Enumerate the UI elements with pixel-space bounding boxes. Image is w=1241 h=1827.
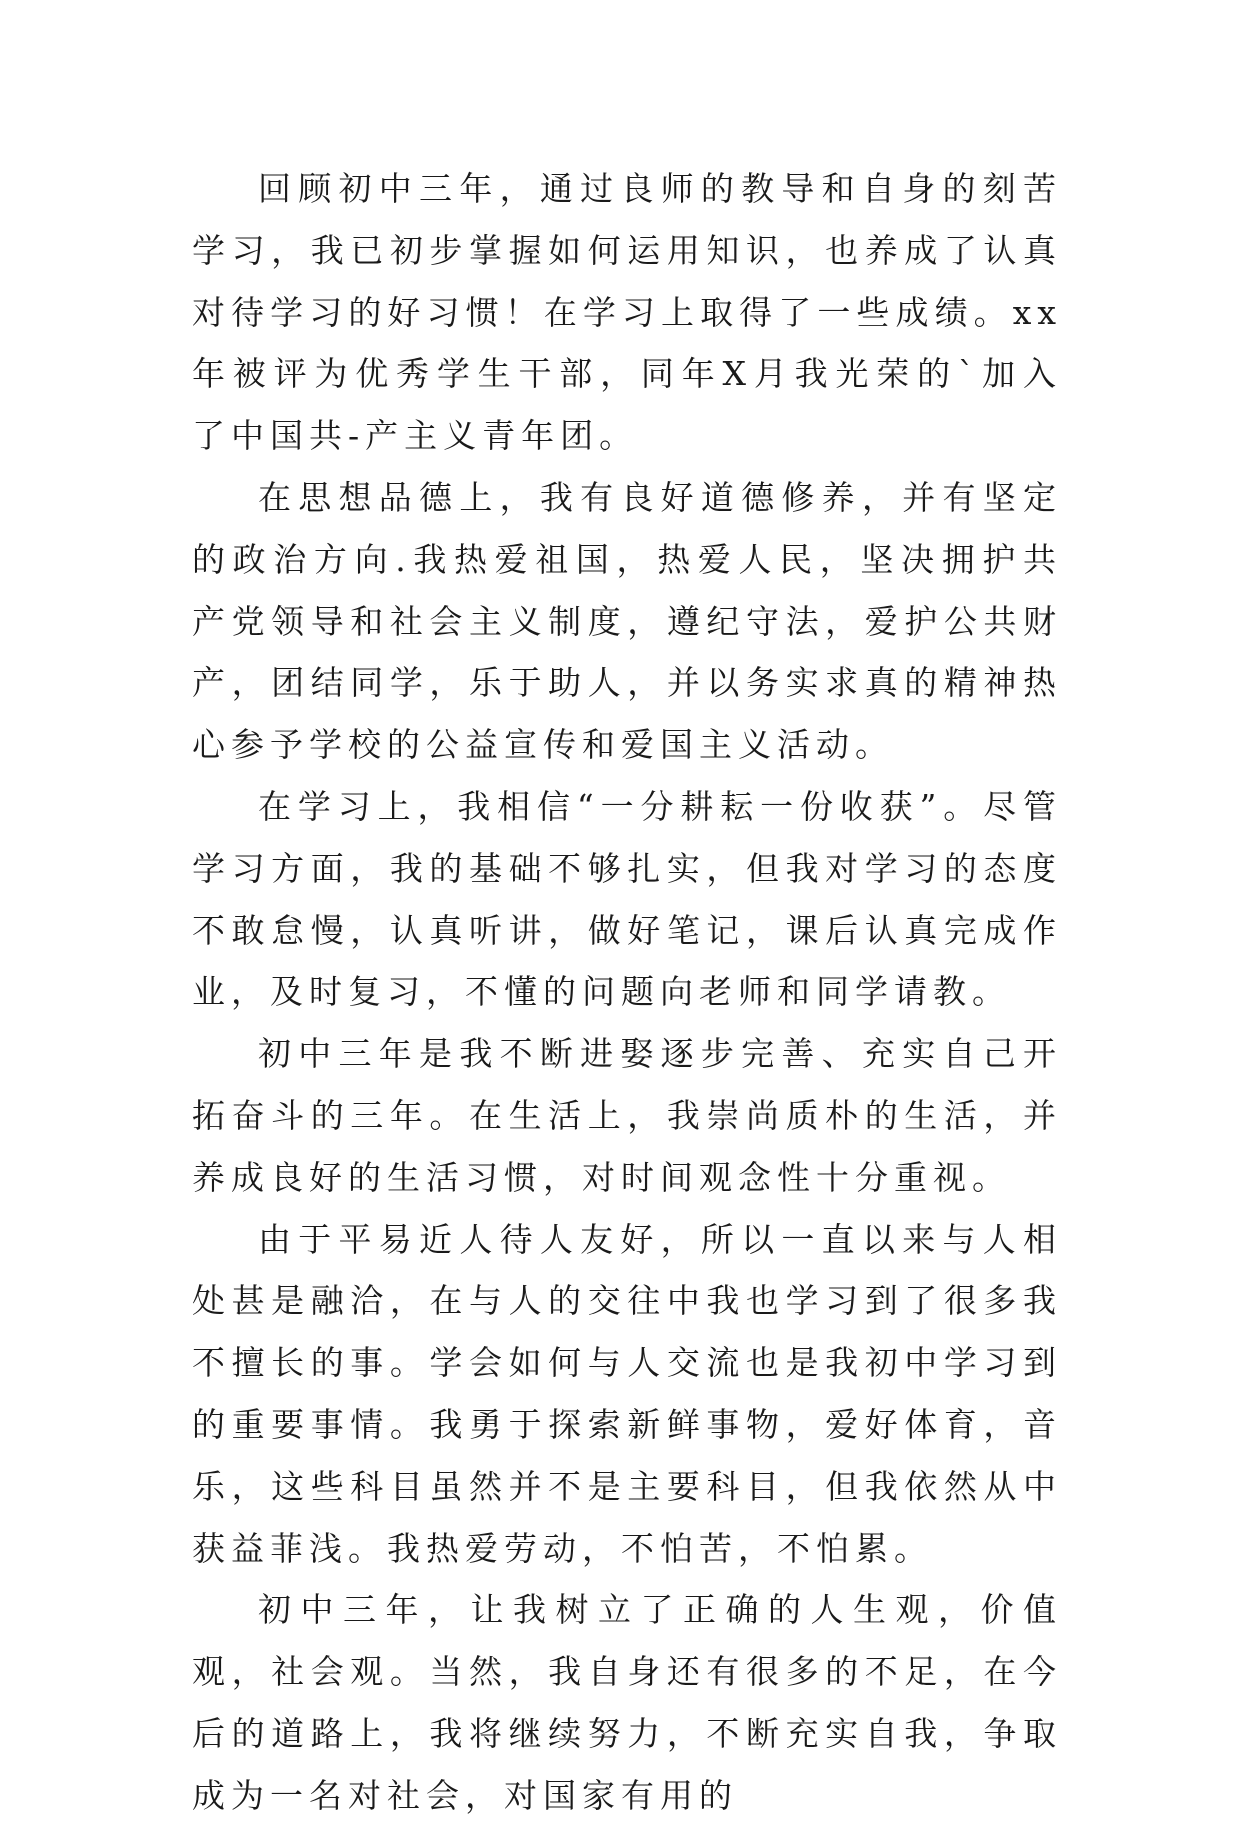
document-body	[192, 158, 1062, 1827]
paragraph-2: 在思想品德上，我有良好道德修养，并有坚定的政治方向.我热爱祖国，热爱人民，坚决拥护共产党领导和社会主义制度，遵纪守法，爱护公共财产，团结同学，乐于助人，并以务实求真的精神热心参予学校的公益宣传和爱国主义活动。	[192, 477, 1062, 765]
paragraph-1: 回顾初中三年，通过良师的教导和自身的刻苦学习，我已初步掌握如何运用知识，也养成了认真对待学习的好习惯！在学习上取得了一些成绩。xx年被评为优秀学生干部，同年X月我光荣的`加入了中国共-产主义青年团。	[192, 169, 1062, 456]
paragraph-4: 初中三年是我不断进娶逐步完善、充实自己开拓奋斗的三年。在生活上，我崇尚质朴的生活，并养成良好的生活习惯，对时间观念性十分重视。	[192, 1034, 1062, 1197]
paragraph-6: 初中三年，让我树立了正确的人生观，价值观，社会观。当然，我自身还有很多的不足，在今后的道路上，我将继续努力，不断充实自我，争取成为一名对社会，对国家有用的	[192, 1590, 1062, 1815]
paragraph-5: 由于平易近人待人友好，所以一直以来与人相处甚是融洽，在与人的交往中我也学习到了很多我不擅长的事。学会如何与人交流也是我初中学习到的重要事情。我勇于探索新鲜事物，爱好体育，音乐，这些科目虽然并不是主要科目，但我依然从中获益菲浅。我热爱劳动，不怕苦，不怕累。	[192, 1219, 1062, 1568]
paragraph-3: 在学习上，我相信“一分耕耘一份收获”。尽管学习方面，我的基础不够扎实，但我对学习的态度不敢怠慢，认真听讲，做好笔记，课后认真完成作业，及时复习，不懂的问题向老师和同学请教。	[192, 786, 1062, 1012]
